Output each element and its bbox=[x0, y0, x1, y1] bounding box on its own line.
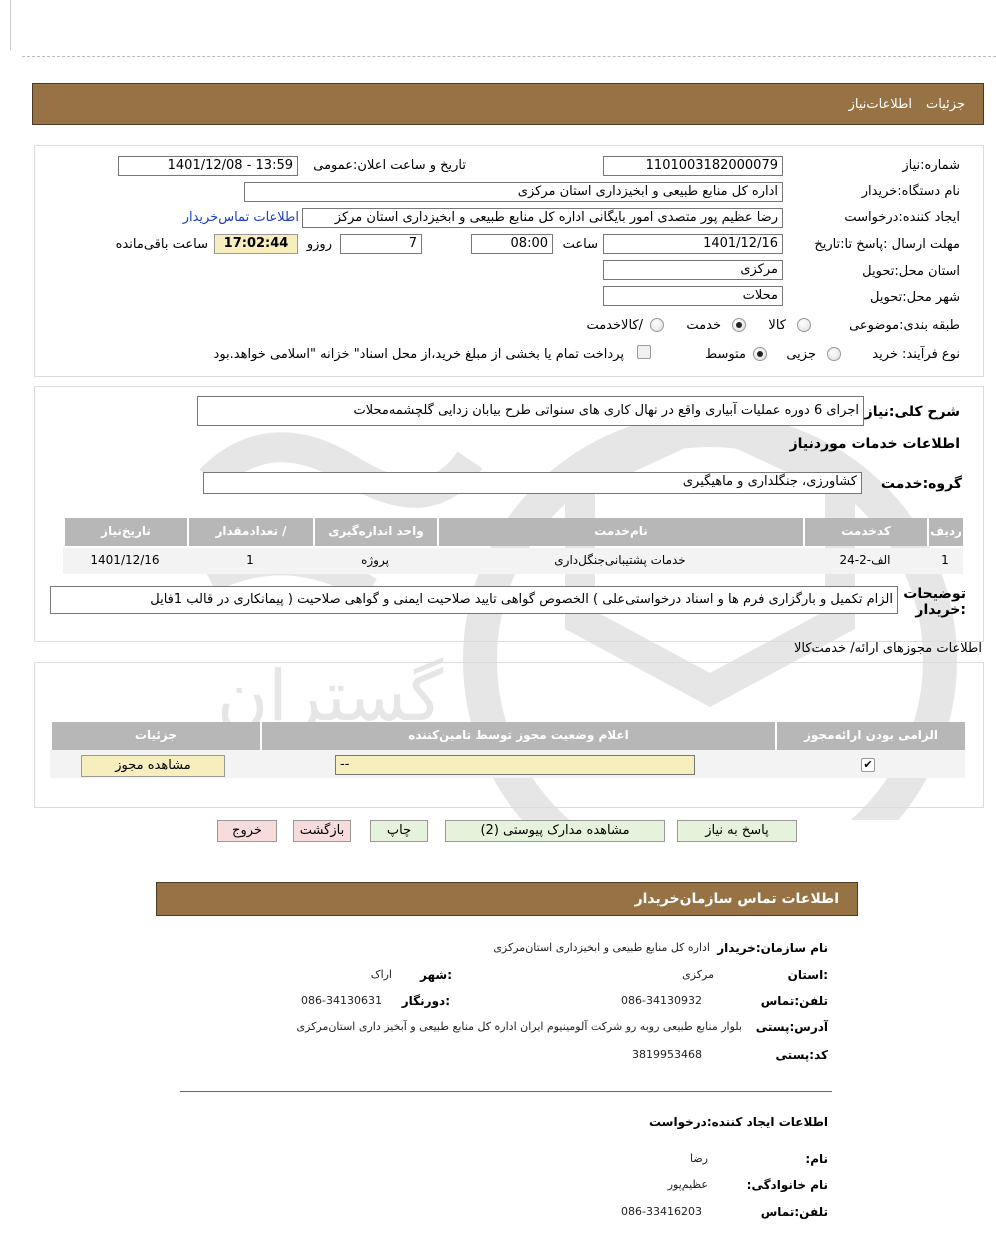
col-service-code: کدخدمت bbox=[803, 518, 927, 546]
process-medium-label: متوسط bbox=[705, 347, 746, 362]
license-status-field[interactable]: -- bbox=[335, 755, 695, 775]
contact-address-value: بلوار منابع طبیعی روبه رو شرکت آلومینیوم ایران اداره کل منابع طبیعی و آبخیز داری استان‌مرکزی bbox=[296, 1020, 742, 1033]
tab-details[interactable]: جزئیات bbox=[926, 96, 965, 112]
col-license-details: جزئیات bbox=[50, 722, 260, 750]
need-number-field: 1101003182000079 bbox=[603, 156, 783, 176]
contact-header-bar bbox=[156, 882, 858, 916]
view-license-button[interactable]: مشاهده مجوز bbox=[81, 755, 225, 777]
remaining-time-box: 17:02:44 bbox=[214, 234, 298, 254]
days-label: روزو bbox=[306, 237, 332, 252]
category-goods-service-radio[interactable] bbox=[650, 318, 664, 332]
buyer-org-field: اداره کل منابع طبیعی و ابخیزداری استان مرکزی bbox=[244, 182, 783, 202]
creator-section-title: اطلاعات ایجاد کننده:درخواست bbox=[648, 1115, 828, 1129]
contact-province-label: :استان bbox=[787, 968, 828, 982]
announce-label: تاریخ و ساعت اعلان:عمومی bbox=[313, 158, 466, 173]
back-button[interactable]: بازگشت bbox=[293, 820, 351, 842]
cell-service-name: خدمات پشتیبانی‌جنگل‌داری bbox=[437, 548, 803, 574]
creator-phone-value: 086-33416203 bbox=[621, 1205, 702, 1218]
col-quantity: / تعدادمقدار bbox=[187, 518, 313, 546]
days-field: 7 bbox=[340, 234, 422, 254]
cell-unit: پروژه bbox=[313, 548, 437, 574]
license-table-header bbox=[50, 722, 965, 750]
contact-phone-label: تلفن:تماس bbox=[760, 994, 828, 1008]
creator-family-label: نام خانوادگی: bbox=[746, 1178, 828, 1192]
service-group-field: کشاورزی، جنگلداری و ماهیگیری bbox=[203, 472, 862, 494]
creator-field: رضا عظیم پور متصدی امور بایگانی اداره کل منابع طبیعی و ابخیزداری استان مرکز bbox=[302, 208, 783, 228]
col-license-required: الزامی بودن ارائه‌مجوز bbox=[775, 722, 965, 750]
top-dashed-divider bbox=[22, 56, 996, 57]
deadline-time-label: ساعت bbox=[562, 237, 598, 252]
license-required-checkbox[interactable]: ✔ bbox=[861, 758, 875, 772]
treasury-payment-note: پرداخت تمام یا بخشی از مبلغ خرید،از محل اسناد" خزانه "اسلامی خواهد.بود bbox=[213, 347, 624, 362]
contact-address-label: آدرس:پستی bbox=[755, 1020, 828, 1034]
category-label: طبقه بندی:موضوعی bbox=[849, 318, 960, 333]
contact-province-value: مرکزی bbox=[682, 968, 714, 981]
category-goods-service-label: /کالاخدمت bbox=[586, 318, 643, 333]
category-goods-radio[interactable] bbox=[797, 318, 811, 332]
announce-field: 1401/12/08 - 13:59 bbox=[118, 156, 298, 176]
tab-need-info[interactable]: اطلاعات‌نیاز bbox=[848, 96, 913, 112]
col-service-name: نام‌خدمت bbox=[437, 518, 803, 546]
category-service-label: خدمت bbox=[686, 318, 721, 333]
view-attachments-button[interactable]: مشاهده مدارک پیوستی (2) bbox=[445, 820, 665, 842]
contact-city-value: اراک bbox=[370, 968, 392, 981]
contact-fax-value: 086-34130631 bbox=[301, 994, 382, 1007]
cell-row-number: 1 bbox=[927, 548, 963, 574]
contact-divider bbox=[180, 1091, 832, 1092]
creator-name-label: نام: bbox=[805, 1152, 828, 1166]
treasury-payment-checkbox[interactable] bbox=[637, 345, 651, 359]
exit-button[interactable]: خروج bbox=[217, 820, 277, 842]
page-header-bar bbox=[32, 83, 984, 125]
need-info-panel bbox=[34, 145, 984, 377]
col-row-number: ردیف bbox=[927, 518, 963, 546]
contact-city-label: :شهر bbox=[420, 968, 452, 982]
city-field: محلات bbox=[603, 286, 783, 306]
service-group-label: گروه:خدمت bbox=[880, 476, 962, 492]
summary-field: اجرای 6 دوره عملیات آبیاری واقع در نهال کاری های سنواتی طرح بیابان زدایی گلچشمه‌محلات bbox=[197, 396, 864, 426]
creator-phone-label: تلفن:تماس bbox=[760, 1205, 828, 1219]
process-minor-radio[interactable] bbox=[827, 347, 841, 361]
deadline-date-field: 1401/12/16 bbox=[603, 234, 783, 254]
buyer-org-label: نام دستگاه:خریدار bbox=[861, 184, 960, 199]
creator-name-value: رضا bbox=[689, 1152, 708, 1165]
buyer-notes-field: الزام تکمیل و بارگزاری فرم ها و اسناد درخواستی‌علی ) الخصوص گواهی تایید صلاحیت ایمنی و گواهی صلاحیت ( پیمانکاری در قالب 1فایل bbox=[50, 586, 898, 614]
license-title: اطلاعات مجوزهای ارائه/ خدمت‌کالا bbox=[793, 641, 982, 656]
remaining-label: ساعت باقی‌مانده bbox=[115, 237, 208, 252]
contact-fax-label: :دورنگار bbox=[401, 994, 450, 1008]
top-left-divider bbox=[10, 0, 11, 50]
creator-family-value: عظیم‌پور bbox=[667, 1178, 708, 1191]
summary-label: شرح کلی:نیاز bbox=[864, 404, 960, 420]
reply-button[interactable]: پاسخ به نیاز bbox=[677, 820, 797, 842]
service-table-header bbox=[63, 518, 963, 546]
cell-need-date: 1401/12/16 bbox=[63, 548, 187, 574]
city-label: شهر محل:تحویل bbox=[870, 290, 960, 305]
province-label: استان محل:تحویل bbox=[862, 264, 960, 279]
contact-phone-value: 086-34130932 bbox=[621, 994, 702, 1007]
contact-header-title: اطلاعات تماس سازمان‌خریدار bbox=[634, 891, 839, 907]
service-table bbox=[63, 518, 963, 574]
col-need-date: تاریخ‌نیاز bbox=[63, 518, 187, 546]
contact-org-label: نام سازمان:خریدار bbox=[717, 941, 828, 955]
process-medium-radio[interactable] bbox=[753, 347, 767, 361]
contact-postal-value: 3819953468 bbox=[632, 1048, 702, 1061]
contact-postal-label: کد:پستی bbox=[775, 1048, 828, 1062]
category-goods-label: کالا bbox=[768, 318, 786, 333]
buyer-contact-link[interactable]: اطلاعات تماس‌خریدار bbox=[182, 210, 299, 225]
watermark-text: گستران bbox=[216, 655, 444, 737]
need-number-label: شماره:نیاز bbox=[902, 158, 960, 173]
province-field: مرکزی bbox=[603, 260, 783, 280]
contact-org-value: اداره کل منابع طبیعی و ابخیزداری استان‌مرکزی bbox=[493, 941, 710, 954]
col-unit: واحد اندازه‌گیری bbox=[313, 518, 437, 546]
cell-service-code: الف-2-24 bbox=[803, 548, 927, 574]
services-title: اطلاعات خدمات موردنیاز bbox=[789, 436, 960, 452]
process-label: نوع فرآیند: خرید bbox=[872, 347, 960, 362]
deadline-time-field: 08:00 bbox=[471, 234, 553, 254]
buyer-notes-label: توضیحات :خریدار bbox=[903, 586, 966, 618]
category-service-radio[interactable] bbox=[732, 318, 746, 332]
col-license-status: اعلام وضعیت مجوز توسط تامین‌کننده bbox=[260, 722, 775, 750]
deadline-label: مهلت ارسال :پاسخ تا:تاریخ bbox=[814, 237, 960, 252]
cell-quantity: 1 bbox=[187, 548, 313, 574]
process-minor-label: جزیی bbox=[786, 347, 816, 362]
creator-label: ایجاد کننده:درخواست bbox=[844, 210, 960, 225]
print-button[interactable]: چاپ bbox=[370, 820, 428, 842]
table-row bbox=[63, 548, 963, 574]
